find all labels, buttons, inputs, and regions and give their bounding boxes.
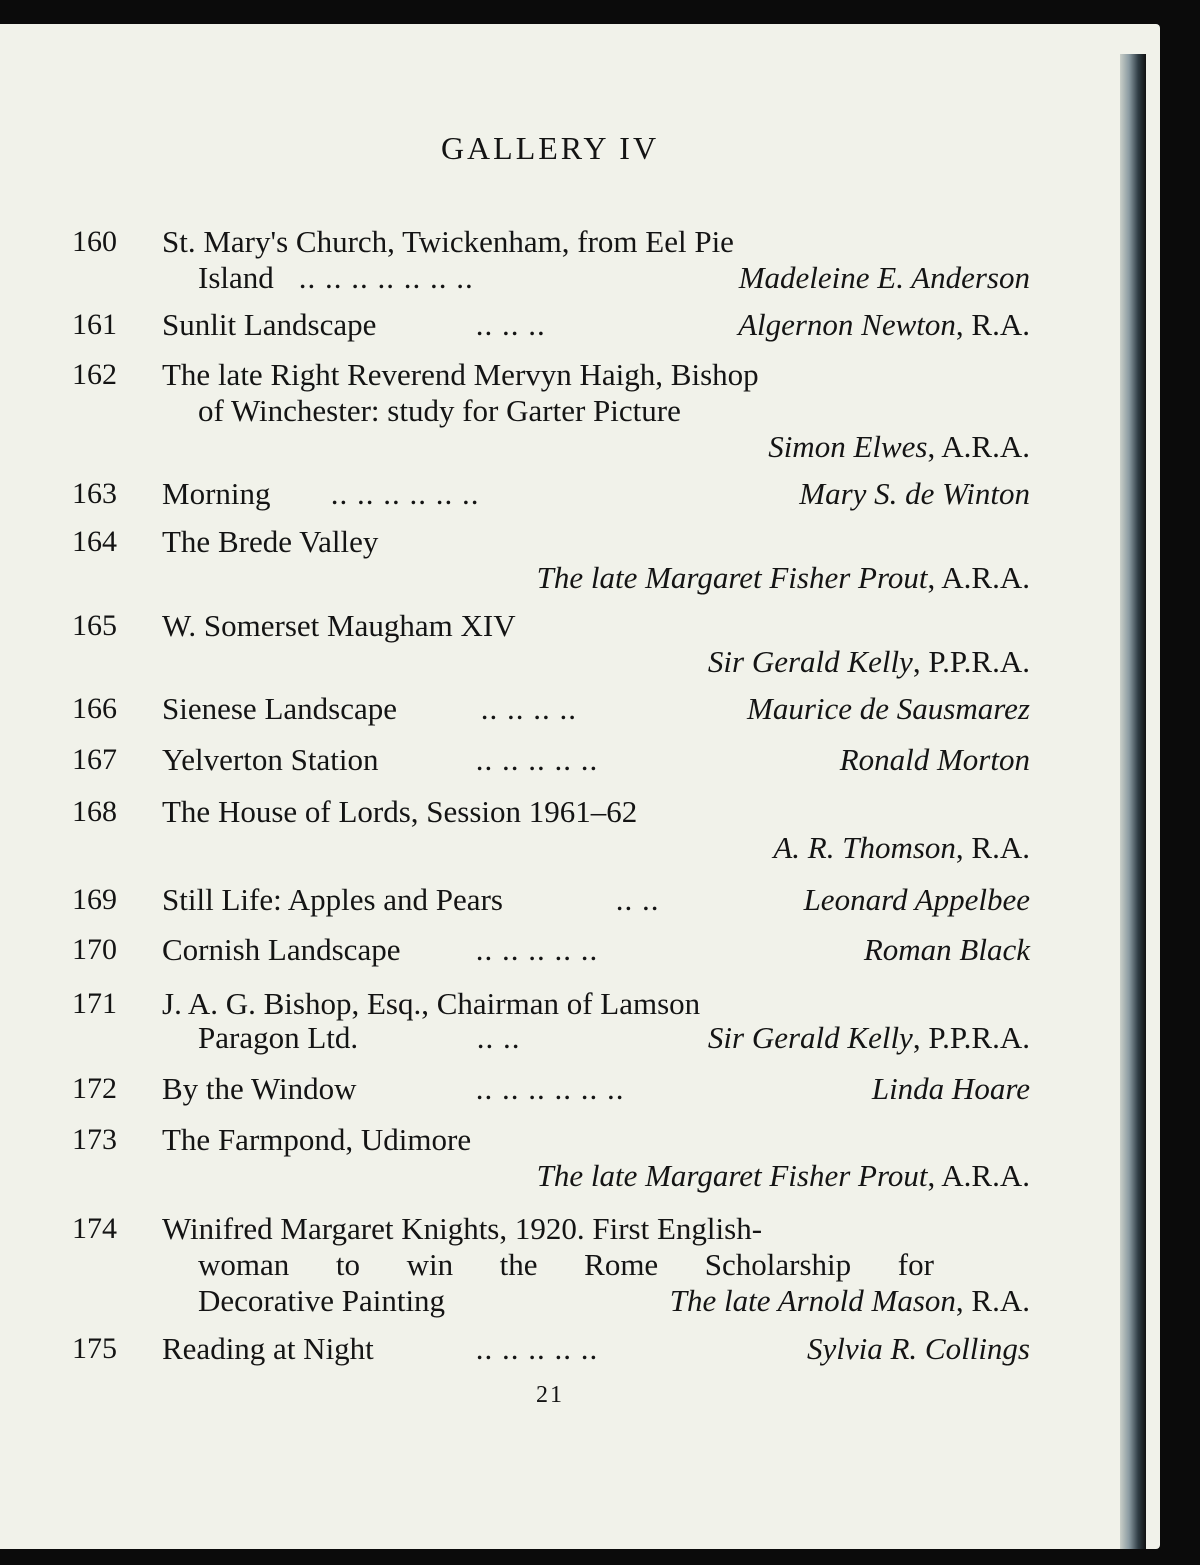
title-word: to	[335, 1247, 360, 1282]
artist-name: Linda Hoare	[871, 1071, 1030, 1106]
entry-number: 161	[72, 308, 117, 341]
entry-title: The Farmpond, Udimore	[162, 1122, 472, 1157]
entry-number: 167	[72, 743, 117, 776]
entry-title: Sunlit Landscape	[162, 307, 377, 342]
title-word: woman	[198, 1247, 290, 1282]
entry-number: 163	[72, 477, 117, 510]
entry-title: J. A. G. Bishop, Esq., Chairman of Lamson	[162, 986, 701, 1021]
catalogue-page	[0, 24, 1160, 1549]
entry-title-continued: Decorative Painting	[198, 1283, 446, 1318]
artist-name: Maurice de Sausmarez	[747, 691, 1030, 726]
artist-name: Roman Black	[863, 932, 1030, 967]
entry-title-continued	[198, 1247, 934, 1283]
dot-leader: .. .. .. .. .. .. ..	[290, 260, 474, 295]
entry-number: 173	[72, 1123, 117, 1156]
entry-number: 171	[72, 987, 117, 1020]
artist-honours: , P.P.R.A.	[912, 644, 1030, 679]
entry-title: Still Life: Apples and Pears	[162, 882, 503, 917]
entry-title: Cornish Landscape	[162, 932, 401, 967]
entry-number: 160	[72, 225, 117, 258]
entry-title: Reading at Night	[162, 1331, 374, 1366]
artist-name: Ronald Morton	[839, 742, 1030, 777]
artist-name: Sylvia R. Collings	[806, 1331, 1030, 1366]
entry-number: 164	[72, 525, 117, 558]
dot-leader: .. .. .. .. .. ..	[322, 476, 480, 511]
artist-honours: , A.R.A.	[927, 560, 1030, 595]
entry-title-continued: Paragon Ltd.	[198, 1020, 359, 1055]
title-word: the	[499, 1247, 538, 1282]
artist-name: The late Margaret Fisher Prout	[536, 1158, 928, 1193]
entry-title: Sienese Landscape	[162, 691, 397, 726]
title-word: win	[406, 1247, 454, 1282]
entry-title-continued: Island	[198, 260, 274, 295]
entry-title: W. Somerset Maugham XIV	[162, 608, 516, 643]
artist-name: Simon Elwes	[768, 429, 928, 464]
dot-leader: .. .. .. .. ..	[467, 742, 599, 777]
entry-title: St. Mary's Church, Twickenham, from Eel Pie	[162, 224, 734, 259]
entry-number: 168	[72, 795, 117, 828]
dot-leader: .. ..	[468, 1020, 521, 1055]
dot-leader: .. .. .. .. .. ..	[467, 1071, 625, 1106]
artist-honours: , A.R.A.	[927, 429, 1030, 464]
entry-title: Winifred Margaret Knights, 1920. First English-	[162, 1211, 763, 1246]
artist-honours: , R.A.	[955, 830, 1030, 865]
title-word: Rome	[584, 1247, 659, 1282]
entry-title: The House of Lords, Session 1961–62	[162, 794, 638, 829]
artist-honours: , P.P.R.A.	[912, 1020, 1030, 1055]
entry-number: 162	[72, 358, 117, 391]
artist-honours: , A.R.A.	[927, 1158, 1030, 1193]
page-number: 21	[536, 1382, 564, 1408]
artist-honours: , R.A.	[955, 307, 1030, 342]
title-word: for	[897, 1247, 934, 1282]
dot-leader: .. ..	[607, 882, 660, 917]
entry-title: Yelverton Station	[162, 742, 379, 777]
artist-name: Sir Gerald Kelly	[707, 1020, 913, 1055]
entry-number: 175	[72, 1332, 117, 1365]
book-page-edge	[1120, 54, 1146, 1549]
artist-name: Algernon Newton	[738, 307, 956, 342]
artist-name: Mary S. de Winton	[799, 476, 1030, 511]
entry-title: The Brede Valley	[162, 524, 379, 559]
artist-name: The late Margaret Fisher Prout	[536, 560, 928, 595]
artist-name: A. R. Thomson	[773, 830, 956, 865]
dot-leader: .. .. .. .. ..	[467, 932, 599, 967]
entry-number: 174	[72, 1212, 117, 1245]
artist-name: Leonard Appelbee	[803, 882, 1030, 917]
artist-honours: , R.A.	[955, 1283, 1030, 1318]
dot-leader: .. .. ..	[467, 307, 546, 342]
entry-title-continued: of Winchester: study for Garter Picture	[198, 393, 681, 428]
dot-leader: .. .. .. .. ..	[467, 1331, 599, 1366]
section-title: GALLERY IV	[440, 130, 660, 166]
entry-title: The late Right Reverend Mervyn Haigh, Bishop	[162, 357, 759, 392]
entry-number: 170	[72, 933, 117, 966]
dot-leader: .. .. .. ..	[472, 691, 577, 726]
entry-number: 169	[72, 883, 117, 916]
entry-number: 166	[72, 692, 117, 725]
artist-name: Madeleine E. Anderson	[738, 260, 1030, 295]
title-word: Scholarship	[704, 1247, 852, 1282]
entry-title: Morning	[162, 476, 271, 511]
artist-name: Sir Gerald Kelly	[707, 644, 913, 679]
entry-number: 172	[72, 1072, 117, 1105]
entry-number: 165	[72, 609, 117, 642]
artist-name: The late Arnold Mason	[669, 1283, 956, 1318]
entry-title: By the Window	[162, 1071, 357, 1106]
